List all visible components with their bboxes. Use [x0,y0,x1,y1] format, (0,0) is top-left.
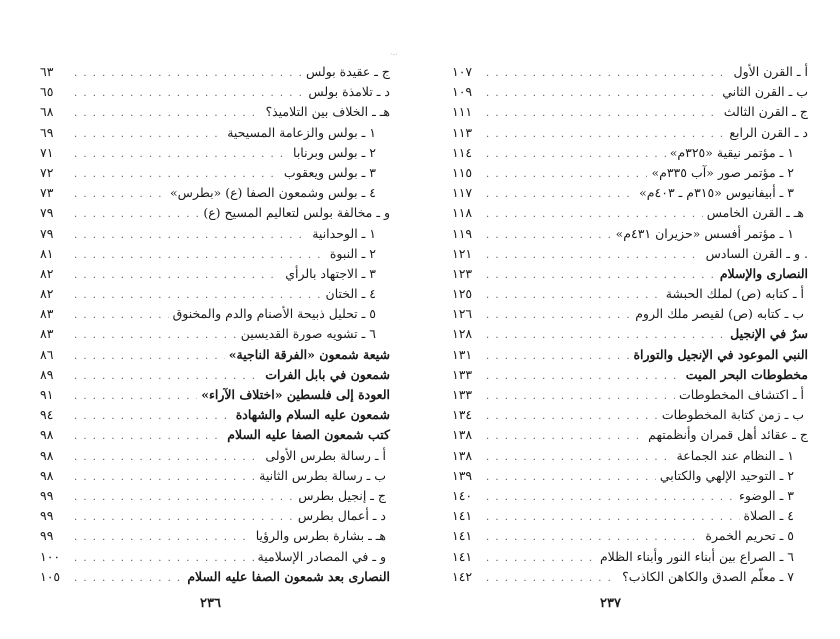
toc-entry-title: ٣ ـ الوضوء [738,487,794,503]
toc-entry-page: ١٣٣ [452,366,473,382]
toc-entry-title: هـ ـ بشارة بطرس والرؤيا [255,528,386,544]
toc-entry-page: ٩٩ [40,508,54,524]
scan-mark: ·-· [390,50,398,59]
dot-leader [486,246,702,266]
toc-entry [452,405,808,425]
dot-leader [486,488,735,508]
toc-entry [40,506,390,526]
toc-entry-title: ٣ ـ بولس ويعقوب [283,164,376,180]
toc-entry-title: ٥ ـ تحريم الخمرة [705,528,794,544]
dot-leader [74,306,169,326]
toc-entry-title: ١ ـ مؤتمر أفسس «حزيران ٤٣١م» [615,225,794,241]
toc-entry [40,324,390,344]
toc-entry [40,345,390,365]
toc-entry-title: و ـ مخالفة بولس لتعاليم المسيح (ع) [203,205,390,221]
toc-entry [40,405,390,425]
dot-leader [74,468,255,488]
toc-entry-title: د ـ تلامذة بولس [308,84,390,100]
right-page-number: ٢٣٧ [600,596,621,611]
dot-leader [74,226,308,246]
toc-entry-title: شيعة شمعون «الفرقة الناجية» [228,346,390,362]
toc-entry-title: ب ـ كتابه (ص) لقيصر ملك الروم [635,306,804,322]
toc-entry [452,365,808,385]
toc-entry-title: ٤ ـ الصلاة [743,508,794,524]
dot-leader [74,84,304,104]
toc-entry [452,446,808,466]
toc-entry-page: ٧١ [40,144,54,160]
toc-entry-page: ١١٩ [452,225,473,241]
toc-entry-title: هـ ـ الخلاف بين التلاميذ؟ [265,104,390,120]
toc-entry-page: ١٣٣ [452,387,473,402]
toc-entry-title: و ـ في المصادر الإسلامية [257,548,386,564]
toc-entry-page: ١٢٦ [452,306,473,322]
toc-entry-title: ٦ ـ الصراع بين أبناء النور وأبناء الظلام [599,548,794,564]
toc-entry-title: سرٌ في الإنجيل [730,326,808,342]
toc-entry-page: ٧٣ [40,185,54,201]
toc-entry [452,526,808,546]
toc-entry-page: ٦٥ [40,84,54,100]
toc-entry [452,143,808,163]
toc-entry-page: ٩٩ [40,528,54,544]
dot-leader [74,266,281,286]
toc-entry [452,82,808,102]
toc-entry [452,547,808,567]
toc-entry [452,264,808,284]
toc-entry-title: ج ـ عقيدة بولس [306,64,390,79]
toc-entry-title: ٣ ـ أبيفانيوس «٣١٥م ـ ٤٠٣م» [639,185,794,201]
dot-leader [486,448,673,468]
toc-entry [452,425,808,445]
toc-entry [452,385,808,405]
toc-entry [40,62,390,82]
dot-leader [74,407,232,427]
dot-leader [486,508,740,528]
toc-entry-page: ١٠٩ [452,84,473,100]
dot-leader [486,569,618,589]
toc-entry-title: ٣ ـ الاجتهاد بالرأي [285,265,376,281]
toc-entry [452,123,808,143]
toc-entry-title: هـ ـ القرن الخامس [706,205,804,221]
toc-entry [40,284,390,304]
toc-entry [452,102,808,122]
toc-entry [40,446,390,466]
toc-entry-title: ٤ ـ بولس وشمعون الصفا (ع) «بطرس» [170,185,376,201]
toc-entry-title: ٤ ـ الختان [325,286,376,302]
toc-entry-title: شمعون عليه السلام والشهادة [235,407,390,423]
toc-entry [40,224,390,244]
toc-entry-page: ١٠٧ [452,64,473,79]
toc-entry [40,425,390,445]
toc-entry-page: ٦٣ [40,64,54,79]
toc-entry-page: ١٤٢ [452,568,473,584]
toc-entry-title: كتب شمعون الصفا عليه السلام [227,427,390,443]
toc-entry-title: ٧ ـ معلّم الصدق والكاهن الكاذب؟ [622,568,794,584]
dot-leader [486,104,720,124]
toc-entry-title: أ ـ القرن الأول [733,64,808,79]
toc-entry [452,304,808,324]
toc-entry-page: ١١٥ [452,164,473,180]
toc-entry [40,123,390,143]
dot-leader [486,306,631,326]
toc-entry-title: ١ ـ بولس والزعامة المسيحية [227,124,376,140]
dot-leader [74,528,252,548]
toc-entry-title: ٦ ـ تشويه صورة القديسين [240,326,376,342]
toc-entry-page: ١٤٠ [452,487,473,503]
toc-entry-title: ١ ـ مؤتمر نيقية «٣٢٥م» [669,144,794,160]
toc-entry [40,183,390,203]
dot-leader [486,427,644,447]
toc-entry [452,345,808,365]
dot-leader [74,125,223,145]
toc-entry [452,203,808,223]
dot-leader [74,488,294,508]
dot-leader [486,286,662,306]
toc-entry-page: ٧٩ [40,225,54,241]
dot-leader [486,145,666,165]
toc-entry [40,143,390,163]
toc-entry-page: ١٣٩ [452,467,473,483]
dot-leader [74,286,322,306]
toc-entry-title: النبي الموعود في الإنجيل والتوراة [633,346,808,362]
toc-entry-page: ٨٣ [40,306,54,322]
toc-entry-page: ١٤١ [452,548,473,564]
dot-leader [74,387,197,407]
toc-entry-title: ب ـ زمن كتابة المخطوطات [661,407,804,423]
dot-leader [486,387,675,407]
toc-entry-page: ٨٢ [40,265,54,281]
toc-entry [40,365,390,385]
toc-entry-page: ٧٩ [40,205,54,221]
toc-entry [40,82,390,102]
dot-leader [486,84,718,104]
dot-leader [74,326,237,346]
toc-entry-title: د ـ القرن الرابع [729,124,808,140]
toc-entry-title: العودة إلى فلسطين «اختلاف الآراء» [201,387,390,402]
dot-leader [486,407,658,427]
dot-leader [74,427,223,447]
dot-leader [486,326,726,346]
toc-entry-page: ١١١ [452,104,473,120]
toc-entry [40,567,390,587]
dot-leader [486,468,656,488]
toc-entry-page: ٨٢ [40,286,54,302]
dot-leader [74,104,261,124]
toc-entry-title: ٥ ـ تحليل ذبيحة الأصنام والدم والمخنوق [172,306,376,322]
toc-entry [452,466,808,486]
toc-entry-page: ٩٨ [40,447,54,463]
dot-leader [74,246,326,266]
toc-entry-title: ج ـ القرن الثالث [723,104,808,120]
toc-entry-page: ٩٨ [40,467,54,483]
toc-entry-page: ٩٩ [40,487,54,503]
toc-entry-page: ٨٣ [40,326,54,342]
toc-entry-title: النصارى بعد شمعون الصفا عليه السلام [187,568,390,584]
toc-entry-title: ٢ ـ بولس وبرنابا [293,144,376,160]
toc-entry [452,183,808,203]
dot-leader [486,165,647,185]
toc-entry [452,567,808,587]
dot-leader [486,347,630,367]
toc-entry [452,62,808,82]
toc-entry-title: النصارى والإسلام [719,265,808,281]
toc-entry-page: ٩٨ [40,427,54,443]
dot-leader [74,205,199,225]
toc-entry [40,304,390,324]
toc-entry [40,102,390,122]
toc-entry-title: مخطوطات البحر الميت [685,366,808,382]
toc-entry-title: د ـ أعمال بطرس [297,508,386,524]
toc-entry-page: ١٢١ [452,245,473,261]
toc-entry-title: ١ ـ الوحدانية [312,225,376,241]
dot-leader [74,165,280,185]
dot-leader [486,226,612,246]
toc-entry-page: ١٤١ [452,508,473,524]
toc-entry-title: ٢ ـ مؤتمر صور «آب ٣٣٥م» [651,164,794,180]
toc-entry [40,547,390,567]
toc-entry-page: ٨٦ [40,346,54,362]
toc-entry-page: ٨١ [40,245,54,261]
dot-leader [74,448,261,468]
dot-leader [486,125,725,145]
toc-entry-title: ٢ ـ التوحيد الإلهي والكتابي [659,467,794,483]
toc-entry [40,466,390,486]
toc-entry [452,224,808,244]
toc-entry-title: ج ـ عقائد أهل قمران وأنظمتهم [648,427,808,443]
dot-leader [486,528,701,548]
dot-leader [74,367,261,387]
toc-entry-title: ١ ـ النظام عند الجماعة [676,447,794,463]
toc-entry [452,284,808,304]
dot-leader [486,549,596,569]
dot-leader [486,185,635,205]
toc-entry-page: ١٠٥ [40,568,61,584]
toc-entry-page: ٩١ [40,387,54,402]
left-page-toc [40,62,390,587]
dot-leader [74,145,289,165]
toc-entry [40,526,390,546]
toc-entry-title: ٢ ـ النبوة [329,245,376,261]
toc-entry-page: ٩٤ [40,407,54,423]
dot-leader [74,64,302,84]
toc-entry-page: ١٤١ [452,528,473,544]
toc-entry [40,203,390,223]
toc-entry-page: ١٢٣ [452,265,473,281]
dot-leader [486,205,703,225]
dot-leader [74,549,254,569]
dot-leader [74,347,225,367]
toc-entry-page: ١٣١ [452,346,473,362]
toc-entry-page: ٨٩ [40,366,54,382]
toc-entry-title: أ ـ اكتشاف المخطوطات [679,387,804,402]
toc-entry-page: ١١٣ [452,124,473,140]
toc-entry [40,163,390,183]
toc-entry [452,244,808,264]
dot-leader [74,569,183,589]
toc-entry [452,324,808,344]
toc-entry-title: ب ـ القرن الثاني [722,84,808,100]
toc-entry-page: ٧٢ [40,164,54,180]
dot-leader [74,185,166,205]
toc-entry-title: ج ـ إنجيل بطرس [298,487,386,503]
toc-entry-title: . و ـ القرن السادس [705,245,808,261]
toc-entry [452,163,808,183]
toc-entry-page: ١٣٨ [452,427,473,443]
dot-leader [486,367,682,387]
toc-entry-page: ١٣٤ [452,407,473,423]
right-page-toc [452,62,808,587]
left-page-number: ٢٣٦ [200,596,221,611]
dot-leader [486,64,730,84]
dot-leader [486,266,716,286]
toc-entry-title: أ ـ كتابه (ص) لملك الحبشة [665,286,804,302]
toc-entry [452,506,808,526]
toc-entry [40,244,390,264]
toc-entry-page: ١٢٥ [452,286,473,302]
toc-entry-title: أ ـ رسالة بطرس الأولى [265,447,386,463]
toc-entry-page: ١١٧ [452,185,473,201]
toc-entry-page: ١٢٨ [452,326,473,342]
toc-entry-page: ٦٨ [40,104,54,120]
toc-entry [40,385,390,405]
toc-entry-title: شمعون في بابل الفرات [265,366,390,382]
dot-leader [74,508,294,528]
toc-entry-page: ٦٩ [40,124,54,140]
toc-entry-title: ب ـ رسالة بطرس الثانية [259,467,386,483]
toc-entry-page: ١١٤ [452,144,473,160]
toc-entry-page: ١٠٠ [40,548,61,564]
toc-entry-page: ١٣٨ [452,447,473,463]
toc-entry [40,264,390,284]
toc-entry-page: ١١٨ [452,205,473,221]
toc-entry [40,486,390,506]
toc-entry [452,486,808,506]
